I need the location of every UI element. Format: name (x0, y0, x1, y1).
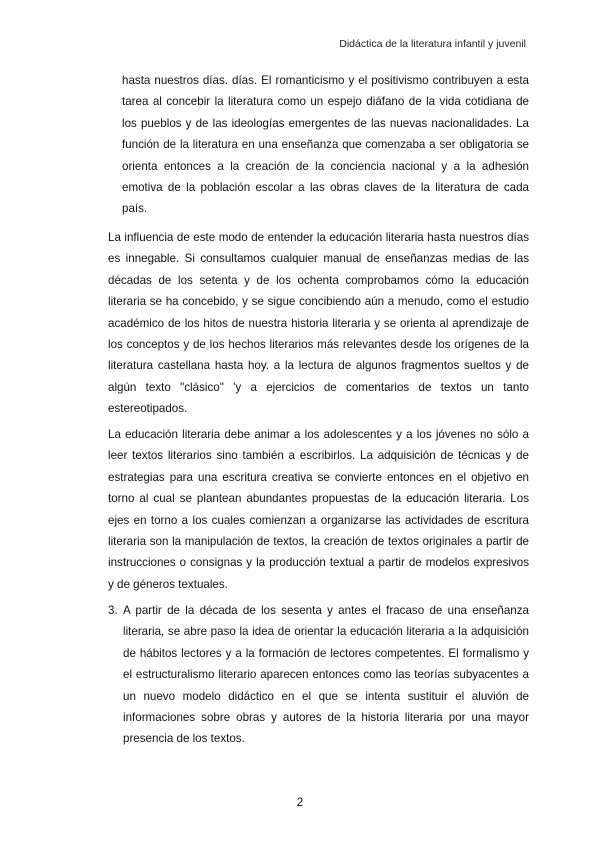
page-number: 2 (296, 796, 304, 809)
paragraph-romanticism: hasta nuestros días. días. El romanticismo y el positivismo contribuyen a esta tarea al concebir la literatura como un espejo diáfano de la vida cotidiana de los pueblos y de las ideologías emergentes de las nuevas nacionalidades. La función de la literatura en una enseñanza que comenzaba a ser obligatoria se orienta entonces a la creación de la conciencia nacional y a la adhesión emotiva de la población escolar a las obras claves de la literatura de cada país. (122, 74, 529, 216)
numbered-list-item (108, 600, 529, 750)
paragraph-influence: La influencia de este modo de entender la educación literaria hasta nuestros días es innegable. Si consultamos cualquier manual de enseñanzas medias de las décadas de los setenta y de los ochenta comprobamos cómo la educación literaria se ha concebido, y se sigue concibiendo aún a menudo, como el estudio académico de los hitos de nuestra historia literaria y se orienta al aprendizaje de los conceptos y de los hechos literarios más relevantes desde los orígenes de la literatura castellana hasta hoy. a la lectura de algunos fragmentos sueltos y de algún texto "clásico" 'y a ejercicios de comentarios de textos un tanto estereotipados. (108, 231, 529, 416)
running-header: Didáctica de la literatura infantil y juvenil (339, 38, 526, 50)
paragraph-creative-writing: La educación literaria debe animar a los adolescentes y a los jóvenes no sólo a leer textos literarios sino también a escribirlos. La adquisición de técnicas y de estrategias para una escritura creativa se convierte entonces en el objetivo en torno al cual se plantean abundantes propuestas de la educación literaria. Los ejes en torno a los cuales comienzan a organizarse las actividades de escritura literaria son la manipulación de textos, la creación de textos originales a partir de instrucciones o consignas y la producción textual a partir de modelos expresivos y de géneros textuales. (108, 428, 529, 591)
list-item-text: A partir de la década de los sesenta y antes el fracaso de una enseñanza literaria, se abre paso la idea de orientar la educación literaria a la adquisición de hábitos lectores y a la formación de lectores competentes. El formalismo y el estructuralismo literario aparecen entonces como las teorías subyacentes a un nuevo modelo didáctico en el que se intenta sustituir el aluvión de informaciones sobre obras y autores de la historia literaria por una mayor presencia de los textos. (123, 604, 529, 746)
list-item-number: 3. (108, 604, 118, 617)
